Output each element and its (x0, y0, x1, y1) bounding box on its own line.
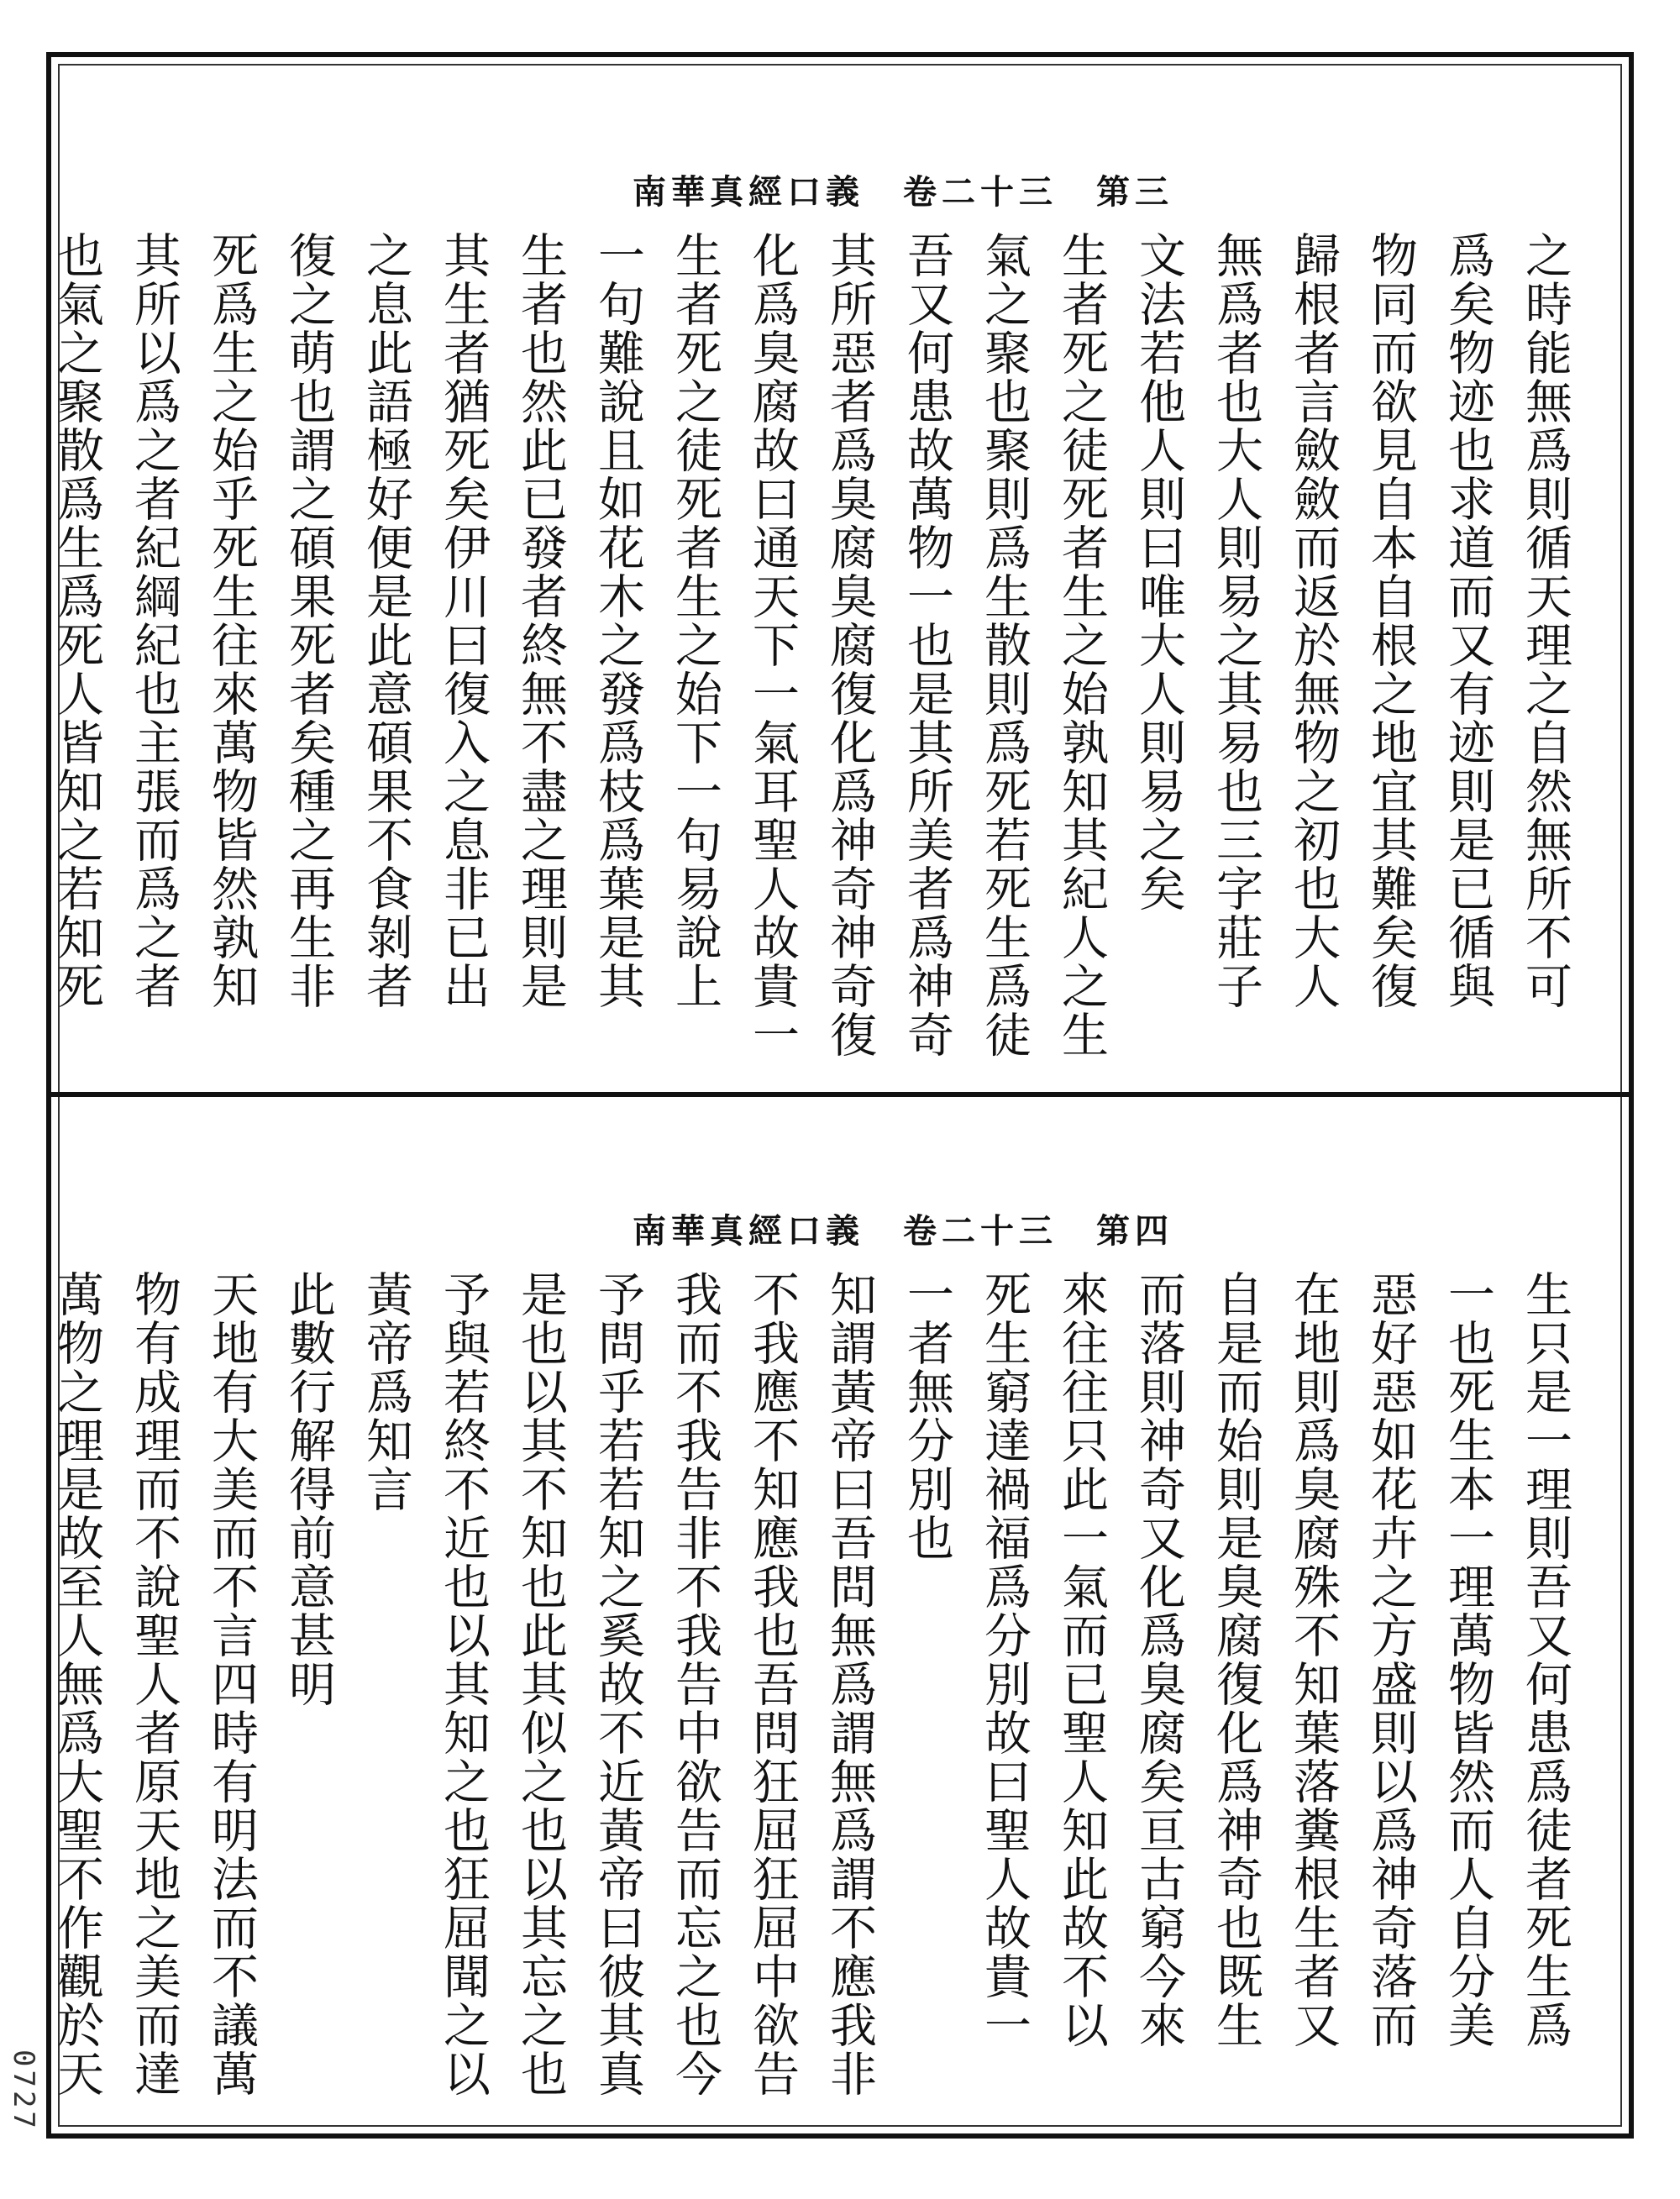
page-divider (46, 1092, 1634, 1097)
text-column: 不我應不知應我也吾問狂屈狂屈中欲告 (745, 1270, 800, 2098)
text-column: 爲矣物迹也求道而又有迹則是已循與 (1441, 231, 1495, 1010)
text-column: 文法若他人則曰唯大人則易之矣 (1131, 231, 1186, 913)
text-column: 物有成理而不說聖人者原天地之美而達 (127, 1270, 181, 2098)
text-column: 生者也然此已發者終無不盡之理則是 (513, 231, 568, 1010)
text-column: 死爲生之始乎死生往來萬物皆然孰知 (204, 231, 259, 1010)
top-text-columns (38, 231, 1583, 1071)
text-column: 此數行解得前意甚明 (281, 1270, 336, 1708)
top-running-header: 南華真經口義 卷二十三 第三 (633, 171, 1173, 212)
text-column: 生者死之徒死者生之始孰知其紀人之生 (1054, 231, 1109, 1059)
top-page-panel (50, 63, 1617, 1088)
text-column: 萬物之理是故至人無爲大聖不作觀於天 (50, 1270, 104, 2098)
text-column: 自是而始則是臭腐復化爲神奇也既生 (1209, 1270, 1263, 2049)
text-column: 吾又何患故萬物一也是其所美者爲神奇 (900, 231, 954, 1059)
text-column: 其生者猶死矣伊川曰復入之息非已出 (436, 231, 491, 1010)
text-column: 歸根者言斂斂而返於無物之初也大人 (1286, 231, 1341, 1010)
text-column: 我而不我告非不我告中欲告而忘之也今 (668, 1270, 722, 2098)
text-column: 氣之聚也聚則爲生散則爲死若死生爲徒 (977, 231, 1032, 1059)
text-column: 而落則神奇又化爲臭腐矣亘古窮今來 (1131, 1270, 1186, 2049)
text-column: 死生窮達禍福爲分別故曰聖人故貴一 (977, 1270, 1032, 2049)
text-column: 其所以爲之者紀綱紀也主張而爲之者 (127, 231, 181, 1010)
text-column: 予問乎若若知之奚故不近黃帝曰彼其真 (591, 1270, 645, 2098)
text-column: 也氣之聚散爲生爲死人皆知之若知死 (50, 231, 104, 1010)
text-column: 之時能無爲則循天理之自然無所不可 (1518, 231, 1572, 1010)
text-column: 之息此語極好便是此意碩果不食剝者 (359, 231, 413, 1010)
text-column: 一句難說且如花木之發爲枝爲葉是其 (591, 231, 645, 1010)
text-column: 化爲臭腐故曰通天下一氣耳聖人故貴一 (745, 231, 800, 1059)
text-column: 一者無分別也 (900, 1270, 954, 1562)
text-column: 復之萌也謂之碩果死者矣種之再生非 (281, 231, 336, 1010)
text-column: 物同而欲見自本自根之地宜其難矣復 (1363, 231, 1418, 1010)
text-column: 黃帝爲知言 (359, 1270, 413, 1514)
text-column: 知謂黃帝曰吾問無爲謂無爲謂不應我非 (822, 1270, 877, 2098)
bottom-page-panel (50, 1102, 1617, 2127)
text-column: 生只是一理則吾又何患爲徒者死生爲 (1518, 1270, 1572, 2049)
text-column: 無爲者也大人則易之其易也三字莊子 (1209, 231, 1263, 1010)
text-column: 其所惡者爲臭腐臭腐復化爲神奇神奇復 (822, 231, 877, 1059)
bottom-text-columns (38, 1270, 1583, 2110)
text-column: 在地則爲臭腐殊不知葉落糞根生者又 (1286, 1270, 1341, 2049)
text-column: 惡好惡如花卉之方盛則以爲神奇落而 (1363, 1270, 1418, 2049)
text-column: 來往往只此一氣而已聖人知此故不以 (1054, 1270, 1109, 2049)
text-column: 天地有大美而不言四時有明法而不議萬 (204, 1270, 259, 2098)
text-column: 生者死之徒死者生之始下一句易說上 (668, 231, 722, 1010)
page-number-stamp: 0727 (7, 2049, 40, 2132)
text-column: 一也死生本一理萬物皆然而人自分美 (1441, 1270, 1495, 2049)
text-column: 是也以其不知也此其似之也以其忘之也 (513, 1270, 568, 2098)
bottom-running-header: 南華真經口義 卷二十三 第四 (633, 1210, 1173, 1251)
text-column: 予與若終不近也以其知之也狂屈聞之以 (436, 1270, 491, 2098)
